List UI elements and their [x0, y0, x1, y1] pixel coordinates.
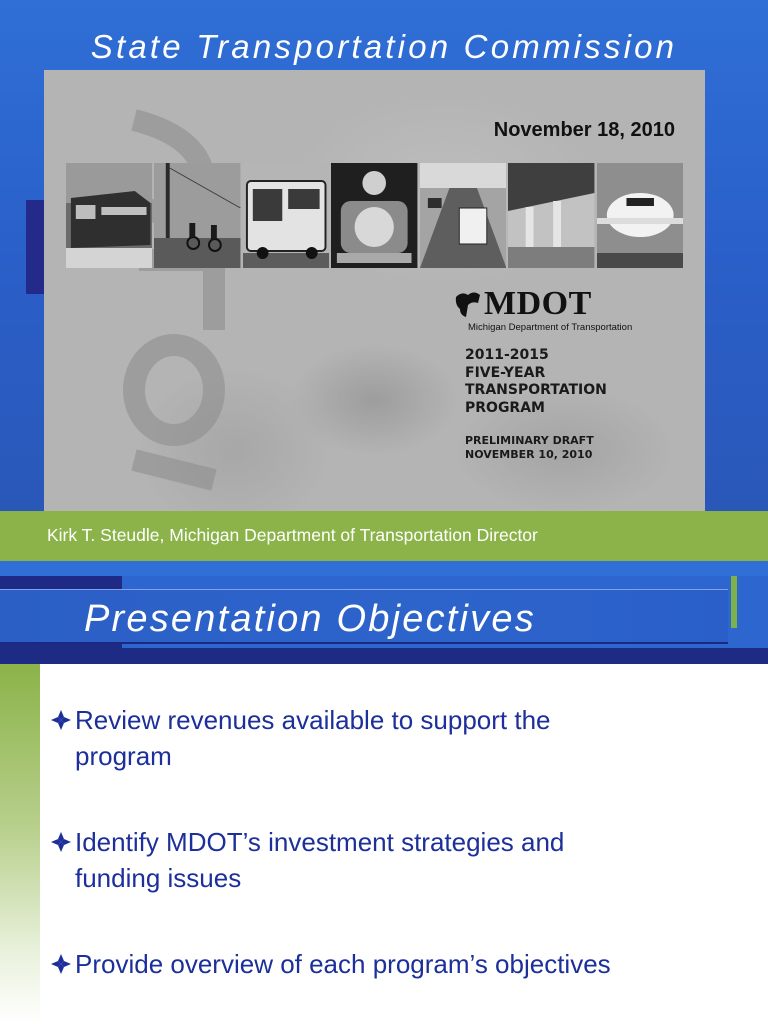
bus-photo [243, 163, 329, 268]
truck-highway-photo [420, 163, 506, 268]
slide-title: State Transportation Commission [90, 28, 678, 65]
objectives-slide [0, 576, 768, 1024]
list-item [50, 946, 730, 982]
michigan-mitten-icon [454, 289, 482, 319]
report-cover-image [44, 70, 705, 511]
green-tick [731, 576, 737, 628]
draft-line: PRELIMINARY DRAFT [465, 434, 594, 447]
train-photo [66, 163, 152, 268]
bullet-line: Identify MDOT’s investment strategies and [75, 827, 565, 857]
left-gradient-bar [0, 664, 40, 1024]
accent-bar [26, 200, 44, 294]
program-line: TRANSPORTATION [465, 382, 607, 398]
construction-light-photo [331, 163, 417, 268]
program-line: 2011-2015 [465, 347, 549, 363]
bullet-line: program [75, 741, 172, 771]
cover-date: November 18, 2010 [493, 119, 675, 141]
program-title [465, 347, 607, 417]
bullet-line: Provide overview of each program’s objectives [75, 949, 611, 979]
airplane-photo [597, 163, 683, 268]
bicyclists-bridge-photo [154, 163, 240, 268]
objectives-list [50, 702, 730, 982]
mdot-subtitle: Michigan Department of Transportation [468, 322, 633, 333]
draft-label [465, 434, 594, 462]
list-item [50, 824, 730, 896]
watermark-emblem [114, 80, 234, 510]
presenter-name: Kirk T. Steudle, Michigan Department of Transportation Director [47, 525, 538, 545]
bullet-line: funding issues [75, 863, 242, 893]
list-item [50, 702, 730, 774]
diamond-bullet-icon [50, 953, 72, 975]
overpass-photo [508, 163, 594, 268]
header-underline [0, 648, 768, 664]
program-line: FIVE-YEAR [465, 364, 546, 381]
slide-title: Presentation Objectives [84, 598, 536, 640]
program-line: PROGRAM [465, 399, 545, 416]
mdot-wordmark: MDOT [484, 285, 592, 322]
draft-line: NOVEMBER 10, 2010 [465, 448, 593, 461]
bullet-line: Review revenues available to support the [75, 705, 551, 735]
diamond-bullet-icon [50, 831, 72, 853]
photo-strip [66, 163, 683, 268]
presenter-band [0, 511, 768, 561]
slide-divider [0, 561, 768, 576]
diamond-bullet-icon [50, 709, 72, 731]
